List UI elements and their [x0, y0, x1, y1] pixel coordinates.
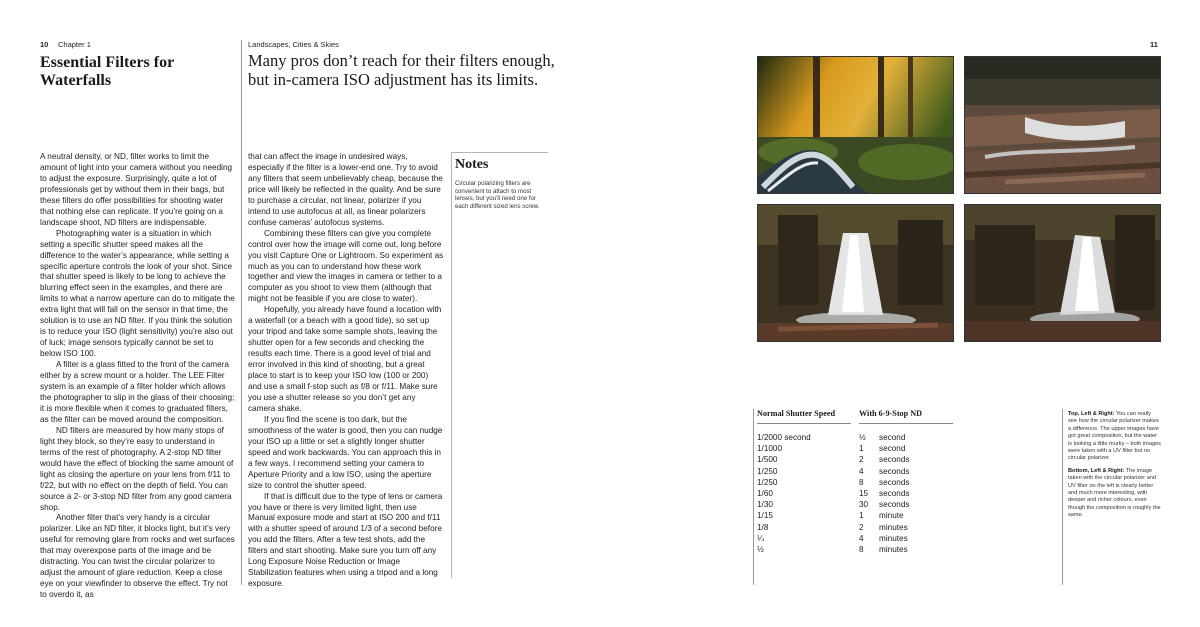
table-cell: minutes [879, 522, 908, 532]
table-cell: minutes [879, 544, 908, 554]
table-cell: 8 [859, 477, 864, 487]
table-cell: 2 [859, 522, 864, 532]
table-cell: second [879, 433, 906, 442]
table-cell: second [879, 444, 906, 454]
waterfall-left-image [758, 205, 953, 341]
table-cell: 1/250 [757, 477, 778, 487]
waterfall-right-image [965, 205, 1160, 341]
table-left-rule [753, 409, 754, 585]
table-header-nd: With 6-9-Stop ND [859, 409, 923, 418]
caption-bottom-text: The image taken with the circular polarizer and UV filter on the left is clearly better and much more interesting, with deeper and richer colours, even though the composition is roughly the same. [1068, 467, 1161, 519]
caption-top-text: You can really see how the circular polarizer makes a difference. The upper images have got great composition, but the water is looking a little murky – both images were taken with a UV filter but no circular polarizer. [1068, 411, 1161, 462]
caption-bottom-label: Bottom, Left & Right: [1068, 467, 1125, 474]
table-cell: seconds [879, 488, 910, 498]
table-col-nd-unit [879, 432, 939, 555]
caption-rule [1062, 409, 1063, 585]
table-cell: ½ [859, 433, 866, 442]
paragraph: A filter is a glass fitted to the front of the camera either by a screw mount or a holder. The LEE Filter system is an example of a filter holder which allows the photographer to slip in the glass of their choosing; it is more flexible when it comes to graduated filters, as the filter can be moved around the composition. [40, 360, 235, 424]
table-cell: 2 [859, 455, 864, 465]
photo-waterfall-right [964, 204, 1161, 342]
paragraph: Photographing water is a situation in which setting a specific shutter speed makes all the difference to the water’s appearance, while setting a specific aperture controls the look of your shot. Since that shutter speed is likely to be long to achieve the blurring effect seen in the examples, and there are limits to what a narrow aperture can do to mitigate the extra light that will fall on the sensor in that time, the solution is to use an ND filter. If you think the solution is to reduce your ISO (light sensitivity) you’re also out of luck; image sensors typically cannot be set to below ISO 100. [40, 228, 235, 359]
notes-text: Circular polarizing filters are convenient to attach to most lenses, but you’ll need one for each different sized lens screw. [455, 180, 540, 210]
paragraph: Hopefully, you already have found a location with a waterfall (or a beach with a good tide), so set up your tripod and take some sample shots, leaving the shutter open for a few seconds and checking the results each time. There is a good level of trial and error involved in this kind of shooting, but a great place to start is to keep your ISO low (100 or 200) and use a small f-stop such as f/8 or f/11. Make sure you use a shutter release so you don’t get any camera shake. [248, 305, 442, 413]
deck-subtitle: Many pros don’t reach for their filters enough, but in-camera ISO adjustment has its limits. [248, 51, 555, 89]
table-cell: 1/30 [757, 500, 773, 510]
table-col-nd-value [859, 432, 875, 555]
column-divider [241, 40, 242, 585]
paragraph: Combining these filters can give you complete control over how the image will come out, long before you visit Capture One or Lightroom. So experiment as much as you can to understand how these work together and view the images in camera or tether to a computer as you shoot to view them (although that might not be feasible if you are close to water). [248, 228, 444, 304]
running-head: Landscapes, Cities & Skies [248, 40, 339, 49]
body-column-1 [40, 152, 236, 601]
chapter-label: Chapter 1 [58, 40, 91, 49]
caption-top-label: Top, Left & Right: [1068, 411, 1115, 417]
caption-top [1068, 411, 1161, 463]
rocky-cascade-image [965, 57, 1160, 193]
table-cell: seconds [879, 466, 910, 476]
photo-autumn-waterfall [757, 56, 954, 194]
table-cell: 1/1000 [757, 444, 783, 454]
paragraph: that can affect the image in undesired ways, especially if the filter is a lower-end one. Try to avoid any filters that seem unbelievably cheap, because the price will likely be reflected in the quality. And be sure to purchase a circular, not linear, polarizer if you intend to use autofocus at all, as linear polarizers confuse cameras’ autofocus systems. [248, 152, 443, 227]
notes-title: Notes [455, 157, 489, 172]
paragraph: If you find the scene is too dark, but the smoothness of the water is good, then you can nudge your ISO up a little or set a slightly longer shutter speed and work backwards. You can approach this in a few ways. I recommend setting your camera to Aperture Priority and a low ISO, using the aperture size to control the shutter speed. [248, 414, 443, 490]
table-rule-right [859, 423, 953, 424]
table-cell: seconds [879, 455, 910, 465]
left-folio: 10 [40, 40, 49, 49]
table-cell: seconds [879, 477, 910, 487]
table-rule-left [757, 423, 851, 424]
right-folio: 11 [1150, 40, 1158, 49]
table-cell: 1/8 [757, 522, 769, 532]
paragraph: Another filter that’s very handy is a circular polarizer. Like an ND filter, it blocks light, but it’s very useful for removing glare from rocks and wet surfaces that may overexpose parts of the image and be distracting. You can twist the circular polarizer to adjust the amount of glare reduction. Keep a close eye on your viewfinder to observe the effect. Try not to overdo it, as [40, 513, 235, 600]
notes-box [451, 152, 548, 578]
photo-captions [1068, 411, 1161, 525]
table-cell: 1 [859, 511, 864, 521]
table-cell: 1 [859, 444, 864, 454]
table-cell: minute [879, 511, 904, 521]
photo-rocky-cascade [964, 56, 1161, 194]
body-column-2 [248, 152, 444, 590]
table-col-normal [757, 432, 852, 555]
table-cell: ¼ [757, 533, 764, 543]
table-cell: 1/15 [757, 511, 773, 521]
table-cell: 1/60 [757, 488, 773, 498]
table-cell: 4 [859, 533, 864, 543]
table-cell: 1/250 [757, 466, 778, 476]
caption-bottom [1068, 468, 1161, 520]
photo-waterfall-left [757, 204, 954, 342]
table-cell: 8 [859, 544, 864, 554]
paragraph: If that is difficult due to the type of lens or camera you have or there is very limited light, then use Manual exposure mode and start at ISO 200 and f/11 with a shutter speed of around 1/3 of a second before you add the filters. After a few test shots, add the filters and start shooting. Make sure you turn off any Long Exposure Noise Reduction or Image Stabilization features when using a tripod and a long exposure. [248, 491, 443, 589]
paragraph: ND filters are measured by how many stops of light they block, so they’re easy to understand in terms of the rest of photography. A 2-stop ND filter would have the effect of blocking the same amount of light as closing the aperture on your lens from f/11 to f/22, but with no effect on the depth of field. You can source a 2- or 3-stop ND filter from any good camera shop. [40, 425, 234, 512]
table-cell: 15 [859, 488, 869, 498]
table-cell: 4 [859, 466, 864, 476]
table-cell: 1/500 [757, 455, 778, 465]
table-header-normal: Normal Shutter Speed [757, 409, 836, 418]
paragraph: A neutral density, or ND, filter works to limit the amount of light into your camera without you needing to adjust the exposure. Surprisingly, quite a lot of professionals get by without them in their bags, but these filters do offer possibilities for shooting water that nothing else can replicate. If you’re going on a landscape shoot, ND filters are indispensable. [40, 152, 233, 227]
table-cell: ½ [757, 544, 764, 554]
table-cell: 30 [859, 500, 869, 510]
table-cell: minutes [879, 533, 908, 543]
autumn-waterfall-image [758, 57, 953, 193]
table-cell: seconds [879, 500, 910, 510]
table-cell: 1/2000 second [757, 433, 811, 442]
page-title: Essential Filters for Waterfalls [40, 54, 174, 89]
